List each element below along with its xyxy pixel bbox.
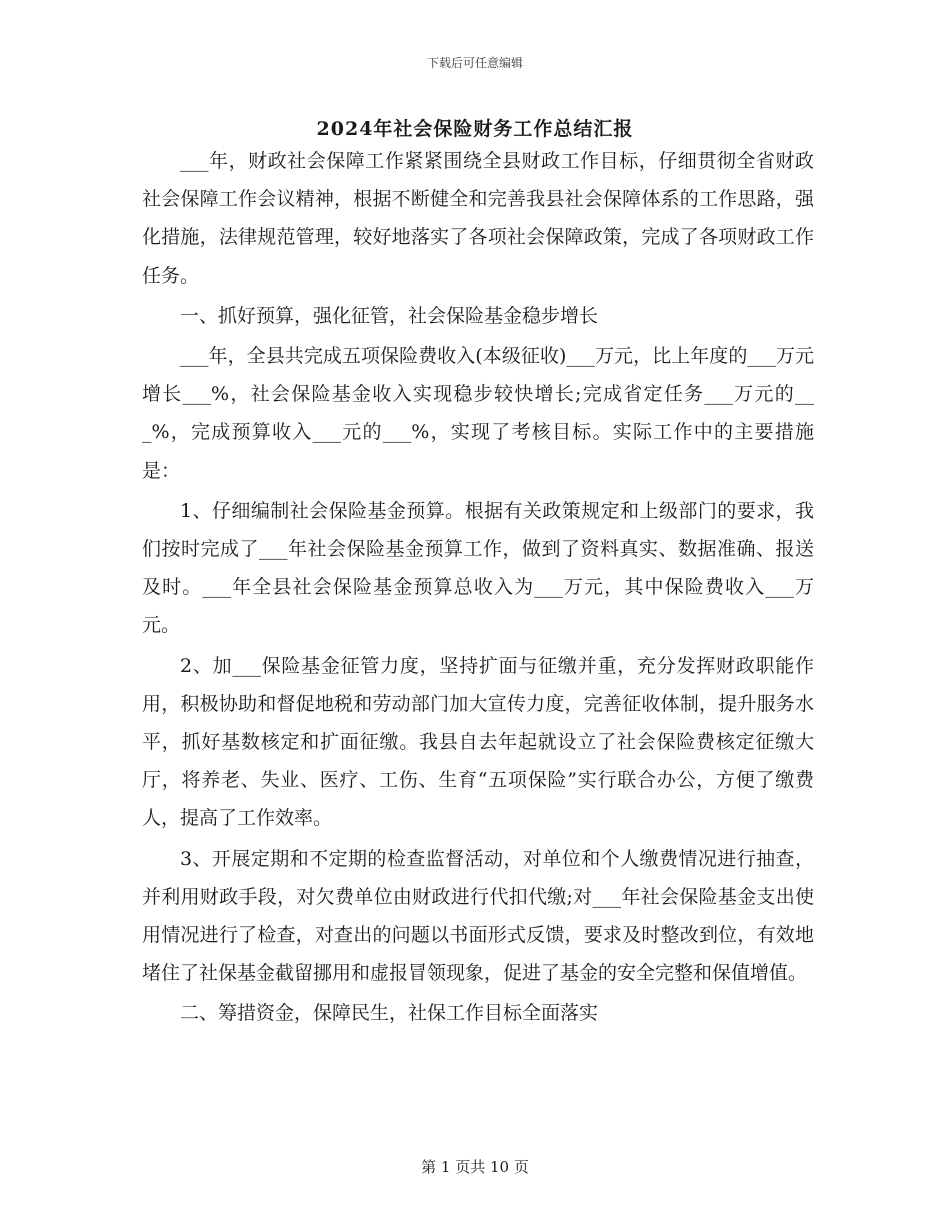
paragraph-income-summary: ___年，全县共完成五项保险费收入(本级征收)___万元，比上年度的___万元增长___%，社会保险基金收入实现稳步较快增长;完成省定任务___万元的___%，完成预算收入___元的___%，实现了考核目标。实际工作中的主要措施是： [142, 345, 814, 482]
document-body [142, 142, 814, 1035]
section-heading-1: 一、抓好预算，强化征管，社会保险基金稳步增长 [180, 304, 599, 327]
paragraph-intro: ___年，财政社会保障工作紧紧围绕全县财政工作目标，仔细贯彻全省财政社会保障工作会议精神，根据不断健全和完善我县社会保障体系的工作思路，强化措施，法律规范管理，较好地落实了各项社会保障政策，完成了各项财政工作任务。 [142, 150, 814, 287]
document-title: 2024年社会保险财务工作总结汇报 [316, 118, 634, 140]
paragraph-measure-3: 3、开展定期和不定期的检查监督活动，对单位和个人缴费情况进行抽查，并利用财政手段，对欠费单位由财政进行代扣代缴;对___年社会保险基金支出使用情况进行了检查，对查出的问题以书面形式反馈，要求及时整改到位，有效地堵住了社保基金截留挪用和虚报冒领现象，促进了基金的安全完整和保值增值。 [142, 847, 814, 985]
section-heading-2: 二、筹措资金，保障民生，社保工作目标全面落实 [180, 1002, 599, 1025]
paragraph-measure-2: 2、加___保险基金征管力度，坚持扩面与征缴并重，充分发挥财政职能作用，积极协助和督促地税和劳动部门加大宣传力度，完善征收体制，提升服务水平，抓好基数核定和扩面征缴。我县自去年起就设立了社会保险费核定征缴大厅，将养老、失业、医疗、工伤、生育“五项保险”实行联合办公，方便了缴费人，提高了工作效率。 [142, 654, 814, 830]
paragraph-measure-1: 1、仔细编制社会保险基金预算。根据有关政策规定和上级部门的要求，我们按时完成了___年社会保险基金预算工作，做到了资料真实、数据准确、报送及时。___年全县社会保险基金预算总收入为___万元，其中保险费收入___万元。 [142, 499, 814, 637]
page-number: 第 1 页共 10 页 [421, 1158, 529, 1176]
page-header-note: 下载后可任意编辑 [426, 56, 523, 70]
